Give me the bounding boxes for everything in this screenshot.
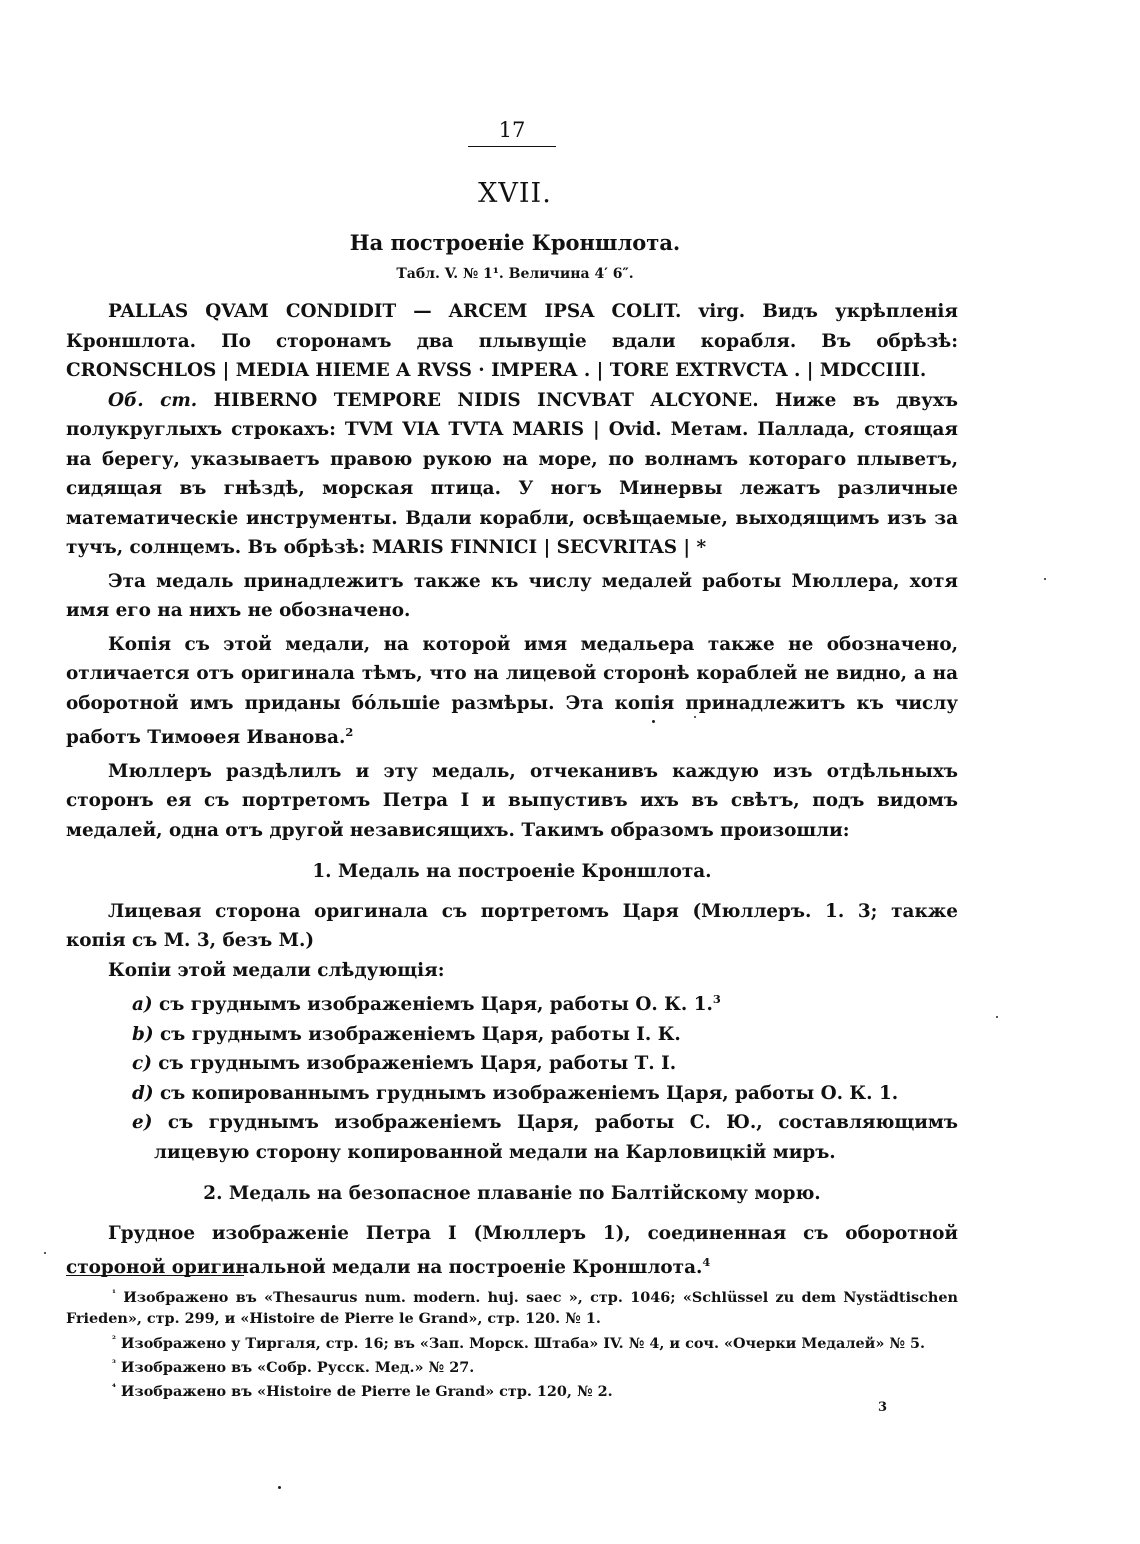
subheading-1: 1. Медаль на построеніе Кроншлота. bbox=[312, 861, 712, 883]
print-speck bbox=[44, 1252, 46, 1254]
footnote-4 bbox=[66, 1378, 958, 1402]
list-item-label: a) bbox=[132, 994, 153, 1016]
subheading-2: 2. Медаль на безопасное плаваніе по Балтійскому морю. bbox=[203, 1183, 821, 1205]
footnote-mark: ² bbox=[112, 1334, 116, 1345]
footnote-1 bbox=[66, 1284, 958, 1330]
footnote-divider bbox=[66, 1275, 244, 1276]
list-item-text: съ копированнымъ груднымъ изображеніемъ Царя, работы О. К. 1. bbox=[153, 1082, 899, 1104]
list-item bbox=[88, 985, 958, 1020]
list-item-label: c) bbox=[132, 1053, 152, 1075]
paragraph-obverse-original: Лицевая сторона оригинала съ портретомъ Царя (Мюллеръ. 1. 3; также копія съ М. 3, безъ М.) bbox=[66, 900, 958, 952]
reverse-text: HIBERNO TEMPORE NIDIS INCVBAT ALCYONE. Ниже въ двухъ полукруглыхъ строкахъ: TVM VIA TVTA MARIS | Ovid. Метам. Паллада, стоящая на берегу, указываетъ правою рукою на море, по волнамъ котораго плыветъ, сидящая въ гнѣздѣ, морская птица. У ногъ Минервы лежатъ различные математическіе инструменты. Вдали корабли, освѣщаемые, выходящимъ изъ за тучъ, солнцемъ. Въ обрѣзѣ: MARIS FINNICI | SECVRITAS | * bbox=[66, 389, 958, 558]
list-item-label: e) bbox=[132, 1112, 153, 1134]
body-text bbox=[66, 297, 958, 1283]
footnotes bbox=[66, 1284, 958, 1403]
list-item-label: b) bbox=[132, 1023, 154, 1045]
print-speck bbox=[278, 1486, 281, 1489]
footnote-2 bbox=[66, 1330, 958, 1354]
paragraph-split: Мюллеръ раздѣлилъ и эту медаль, отчеканивъ каждую изъ отдѣльныхъ сторонъ ея съ портретомъ Петра I и выпустивъ ихъ въ свѣтъ, подъ видомъ медалей, одна отъ другой независящихъ. Такимъ образомъ произошли: bbox=[66, 760, 958, 841]
list-item bbox=[88, 1049, 958, 1079]
footnote-text: Изображено въ «Thesaurus num. modern. huj. saec », стр. 1046; «Schlüssel zu dem Nystädtischen Frieden», стр. 299, и «Histoire de Pierre le Grand», стр. 120. № 1. bbox=[66, 1288, 958, 1328]
footnote-3 bbox=[66, 1354, 958, 1378]
list-item-text: съ груднымъ изображеніемъ Царя, работы І. К. bbox=[153, 1023, 681, 1045]
footnote-ref-4: 4 bbox=[702, 1255, 711, 1270]
reverse-label: Об. ст. bbox=[108, 389, 198, 411]
print-speck bbox=[694, 716, 696, 718]
copies-list bbox=[66, 985, 958, 1167]
footnote-text: Изображено въ «Histoire de Pierre le Grand» стр. 120, № 2. bbox=[115, 1383, 613, 1401]
footnote-ref-2: 2 bbox=[345, 725, 354, 739]
footnote-text: Изображено у Тиргаля, стр. 16; въ «Зап. Морск. Штаба» IV. № 4, и соч. «Очерки Медалей» № 5. bbox=[115, 1334, 925, 1352]
print-speck bbox=[1044, 578, 1046, 580]
list-item-text: съ груднымъ изображеніемъ Царя, работы Т. І. bbox=[151, 1053, 677, 1075]
paragraph-reverse bbox=[66, 386, 958, 563]
plate-reference: Табл. V. № 1¹. Величина 4′ 6″. bbox=[396, 266, 634, 282]
page-number: 17 bbox=[468, 118, 556, 147]
paragraph-copies-intro: Копіи этой медали слѣдующія: bbox=[108, 959, 445, 981]
section-number: XVII. bbox=[478, 178, 552, 209]
list-item bbox=[88, 1108, 958, 1167]
paragraph-copy bbox=[66, 630, 958, 753]
print-speck bbox=[996, 1016, 998, 1018]
list-item-text: съ груднымъ изображеніемъ Царя, работы С. Ю., составляющимъ лицевую сторону копированной медали на Карловицкій миръ. bbox=[152, 1112, 958, 1163]
footnote-mark: ¹ bbox=[112, 1289, 116, 1299]
baltic-text: Грудное изображеніе Петра I (Мюллеръ 1), соединенная съ оборотной стороной оригинальной медали на построеніе Кроншлота. bbox=[66, 1222, 958, 1279]
section-title: На построеніе Кроншлота. bbox=[349, 230, 681, 255]
copy-text: Копія съ этой медали, на которой имя медальера также не обозначено, отличается отъ оригинала тѣмъ, что на лицевой сторонѣ кораблей не видно, а на оборотной имъ приданы бо́льшіе размѣры. Эта копія принадлежитъ къ числу работъ Тимоѳея Иванова. bbox=[66, 633, 958, 749]
paragraph-obverse: PALLAS QVAM CONDIDIT — ARCEM IPSA COLIT. virg. Видъ укрѣпленія Кроншлота. По сторонамъ два плывущіе вдали корабля. Въ обрѣзѣ: CRONSCHLOS | MEDIA HIEME A RVSS · IMPERA . | TORE EXTRVCTA . | MDCCIIII. bbox=[66, 301, 958, 381]
footnote-mark: ³ bbox=[112, 1359, 116, 1370]
print-speck bbox=[652, 720, 655, 723]
paragraph-baltic bbox=[66, 1219, 958, 1283]
list-item-text: съ груднымъ изображеніемъ Царя, работы О. К. 1. bbox=[152, 994, 713, 1016]
list-item bbox=[88, 1020, 958, 1050]
footnote-text: Изображено въ «Собр. Русск. Мед.» № 27. bbox=[115, 1358, 475, 1376]
list-item-label: d) bbox=[132, 1082, 154, 1104]
signature-mark: 3 bbox=[878, 1400, 888, 1415]
list-item bbox=[88, 1079, 958, 1109]
paragraph-mueller: Эта медаль принадлежитъ также къ числу медалей работы Мюллера, хотя имя его на нихъ не обозначено. bbox=[66, 570, 958, 621]
footnote-ref-3: 3 bbox=[712, 992, 721, 1007]
footnote-mark: ⁴ bbox=[112, 1383, 116, 1394]
